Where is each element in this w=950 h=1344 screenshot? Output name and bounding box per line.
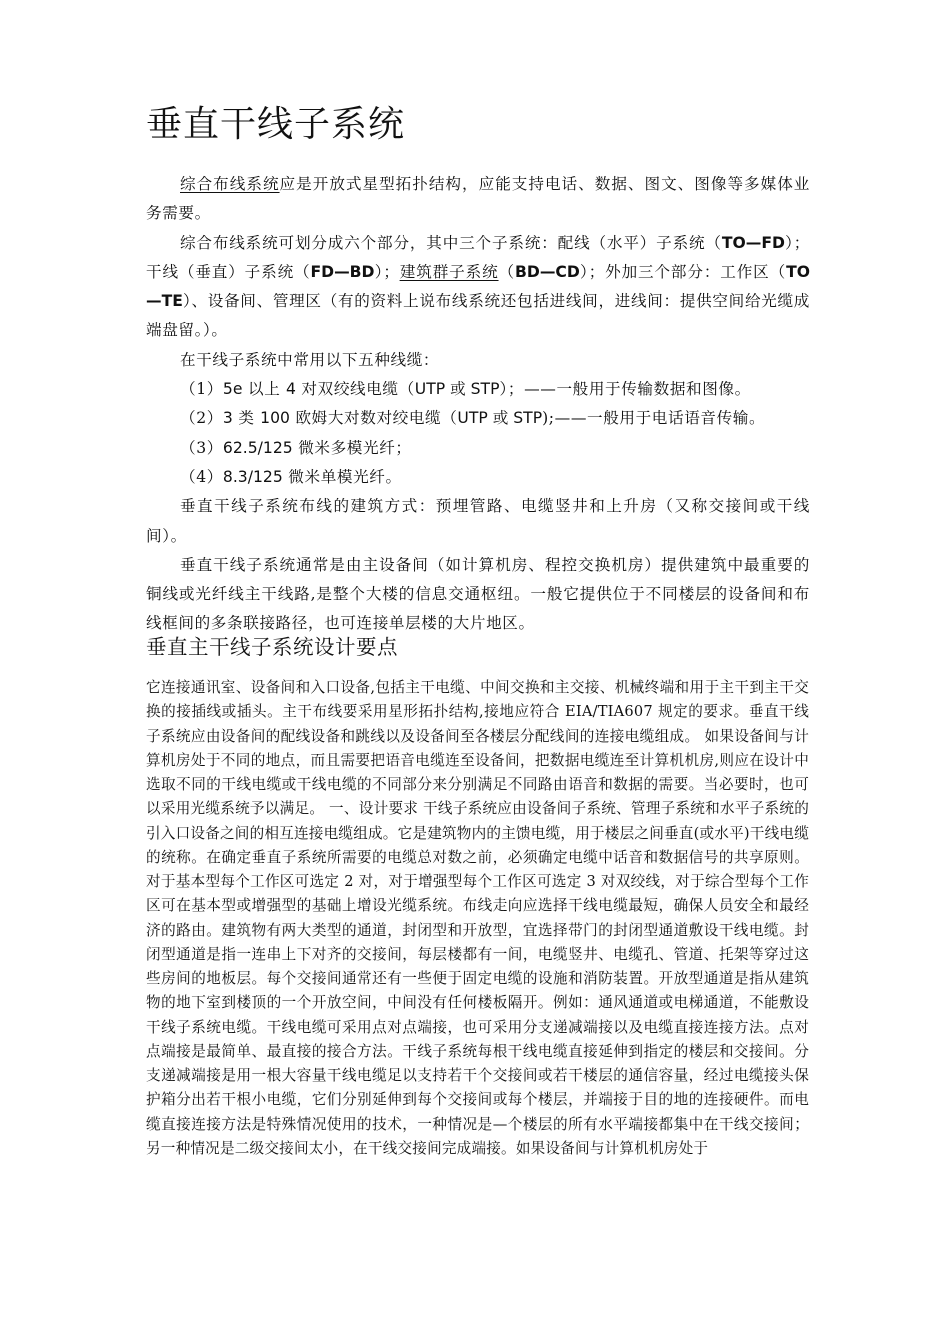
- paragraph-3: 在干线子系统中常用以下五种线缆：: [180, 350, 440, 369]
- list-item: [146, 434, 810, 463]
- paragraph-2-text-e: ）；外加三个部分：工作区（: [579, 262, 787, 281]
- list-item: [146, 463, 810, 492]
- list-item-number: 4: [285, 380, 296, 399]
- link-campus-subsystem[interactable]: 建筑群子系统: [399, 262, 499, 281]
- list-item-text: );——一般用于电话语音传输。: [542, 409, 766, 428]
- list-item-number: 100: [260, 409, 290, 428]
- paragraph-2-text-b: ）；干线（垂直）子系统（: [146, 233, 810, 281]
- section-heading: 垂直主干线子系统设计要点: [146, 635, 398, 659]
- intro-section: [146, 170, 810, 639]
- paragraph-2-text-a: 综合布线系统可划分成六个部分，其中三个子系统：配线（水平）子系统（: [180, 233, 722, 252]
- list-item-text: 以上: [242, 380, 286, 399]
- list-item: [146, 404, 810, 433]
- list-item-code: UTP 或 STP: [457, 409, 543, 428]
- code-fd-bd: FD—BD: [310, 262, 375, 281]
- list-item-prefix: （4）: [180, 467, 223, 486]
- list-item-text: 微米单模光纤。: [282, 467, 402, 486]
- list-item-text: ）；——一般用于传输数据和图像。: [499, 380, 751, 399]
- list-item-text: 微米多模光纤；: [292, 438, 412, 457]
- list-item-number: 62.5/125: [222, 438, 293, 457]
- code-bd-cd: BD—CD: [514, 262, 580, 281]
- link-integrated-cabling[interactable]: 综合布线系统: [180, 175, 280, 193]
- list-item: [146, 375, 810, 404]
- page-title: 垂直干线子系统: [146, 104, 406, 145]
- list-item-number: 5e: [222, 380, 243, 399]
- list-item-number: 3: [222, 409, 233, 428]
- paragraph-1: [146, 170, 810, 229]
- list-item-code: UTP 或 STP: [414, 380, 500, 399]
- list-item-prefix: （2）: [180, 409, 223, 428]
- design-points-text: 它连接通讯室、设备间和入口设备,包括主干电缆、中间交换和主交接、机械终端和用于主干到主干交换的接插线或插头。主干布线要采用星形拓扑结构,接地应符合 EIA/TIA607 规定的要求。垂直干线子系统应由设备间的配线设备和跳线以及设备间至各楼层分配线间的连接电缆组成。 如果设备间与计算机房处于不同的地点，而且需要把语音电缆连至设备间，把数据电缆连至计算机机房,则应在设计中选取不同的干线电缆或干线电缆的不同部分来分别满足不同路由语音和数据的需要。当必要时，也可以采用光缆系统予以满足。 一、设计要求 干线子系统应由设备间子系统、管理子系统和水平子系统的引入口设备之间的相互连接电缆组成。它是建筑物内的主馈电缆，用于楼层之间垂直(或水平)干线电缆的统称。在确定垂直子系统所需要的电缆总对数之前，必须确定电缆中话音和数据信号的共享原则。对于基本型每个工作区可选定 2 对，对于增强型每个工作区可选定 3 对双绞线，对于综合型每个工作区可在基本型或增强型的基础上增设光缆系统。布线走向应选择干线电缆最短，确保人员安全和最经济的路由。建筑物有两大类型的通道，封闭型和开放型，宜选择带门的封闭型通道敷设干线电缆。封闭型通道是指一连串上下对齐的交接间，每层楼都有一间，电缆竖井、电缆孔、管道、托架等穿过这些房间的地板层。每个交接间通常还有一些便于固定电缆的设施和消防装置。开放型通道是指从建筑物的地下室到楼顶的一个开放空间，中间没有任何楼板隔开。例如：通风通道或电梯通道，不能敷设干线子系统电缆。干线电缆可采用点对点端接，也可采用分支递减端接以及电缆直接连接方法。点对点端接是最简单、最直接的接合方法。干线子系统每根干线电缆直接延伸到指定的楼层和交接间。分支递减端接是用一根大容量干线电缆足以支持若干个交接间或若干楼层的通信容量，经过电缆接头保护箱分出若干根小电缆，它们分别延伸到每个交接间或每个楼层，并端接于目的地的连接硬件。而电缆直接连接方法是特殊情况使用的技术，一种情况是—个楼层的所有水平端接都集中在干线交接间；另一种情况是二级交接间太小，在干线交接间完成端接。如果设备间与计算机机房处于: [146, 679, 809, 1157]
- paragraph-2: [146, 229, 810, 346]
- paragraph-2-text-c: ）；: [374, 262, 400, 281]
- list-item-text: 欧姆大对数对绞电缆（: [289, 409, 458, 428]
- list-item-prefix: （3）: [180, 438, 223, 457]
- paragraph-1-text: 应是开放式星型拓扑结构，应能支持电话、数据、图文、图像等多媒体业务需要。: [146, 175, 811, 223]
- paragraph-2-text-f: ）、设备间、管理区（有的资料上说布线系统还包括进线间，进线间：提供空间给光缆成端盘留。）。: [146, 292, 810, 340]
- paragraph-4: 垂直干线子系统布线的建筑方式：预埋管路、电缆竖井和上升房（又称交接间或干线间）。: [146, 497, 810, 545]
- paragraph-2-text-d: （: [498, 262, 515, 281]
- list-item-text: 类: [232, 409, 261, 428]
- code-to-te: TO—TE: [146, 262, 810, 311]
- list-item-text: 对双绞线电缆（: [295, 380, 415, 399]
- paragraph-5: 垂直干线子系统通常是由主设备间（如计算机房、程控交换机房）提供建筑中最重要的铜线或光纤线主干线路,是整个大楼的信息交通枢纽。一般它提供位于不同楼层的设备间和布线框间的多条联接路径，也可连接单层楼的大片地区。: [146, 555, 810, 633]
- list-item-prefix: （1）: [180, 380, 223, 399]
- list-item-number: 8.3/125: [222, 467, 283, 486]
- code-to-fd: TO—FD: [721, 233, 785, 252]
